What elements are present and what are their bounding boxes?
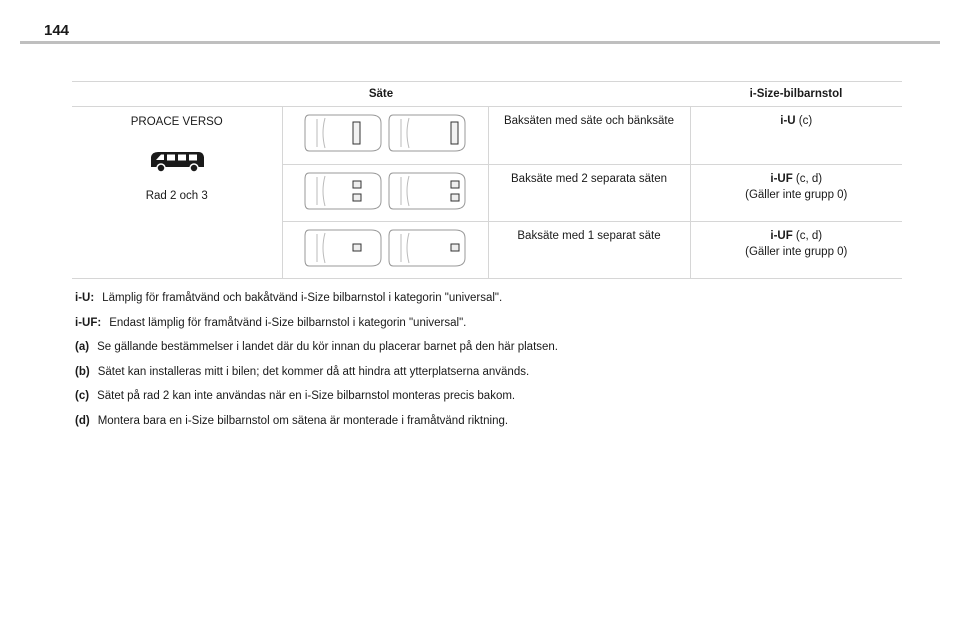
isize-cell <box>690 165 902 222</box>
footnote <box>75 341 558 366</box>
footnote <box>75 390 558 415</box>
single-seat-diagram <box>287 228 484 268</box>
seat-description: Baksäten med säte och bänksäte <box>488 107 690 165</box>
isize-note: (Gäller inte grupp 0) <box>745 189 848 201</box>
diagram-cell <box>282 222 488 279</box>
footnote-text: Sätet på rad 2 kan inte användas när en i-Size bilbarnstol monteras precis bakom. <box>97 390 516 402</box>
isize-code: i-UF <box>770 230 793 242</box>
footnote-text: Lämplig för framåtvänd och bakåtvänd i-Size bilbarnstol i kategorin "universal". <box>102 292 503 304</box>
footnote-text: Montera bara en i-Size bilbarnstol om sätena är monterade i framåtvänd riktning. <box>97 414 509 427</box>
isize-code: i-UF <box>770 173 793 185</box>
footnote-text: Endast lämplig för framåtvänd i-Size bilbarnstol i kategorin "universal". <box>109 316 467 329</box>
isize-cell <box>690 222 902 279</box>
bench-seat-diagram <box>287 113 484 153</box>
footnote-term: (d) <box>75 414 90 427</box>
footnote <box>75 317 558 342</box>
footnote <box>75 366 558 391</box>
footnotes <box>75 292 558 439</box>
footnote-term: (a) <box>75 341 90 353</box>
footnote-term: (b) <box>75 365 90 378</box>
footnote-text: Se gällande bestämmelser i landet där du kör innan du placerar barnet på den här platsen. <box>97 341 558 353</box>
van-icon <box>147 148 207 174</box>
diagram-cell <box>282 165 488 222</box>
table-row <box>72 107 902 165</box>
seat-description: Baksäte med 2 separata säten <box>488 165 690 222</box>
model-cell <box>72 107 282 279</box>
isize-code: i-U <box>780 115 796 127</box>
footnote <box>75 292 558 317</box>
footnote-term: (c) <box>75 390 90 402</box>
header-isize: i-Size-bilbarnstol <box>690 82 902 107</box>
isize-code-detail: (c, d) <box>792 230 823 242</box>
diagram-cell <box>282 107 488 165</box>
footnote-text: Sätet kan installeras mitt i bilen; det kommer då att hindra att ytterplatserna används. <box>97 365 530 378</box>
isize-note: (Gäller inte grupp 0) <box>745 246 848 258</box>
page-number: 144 <box>44 22 70 39</box>
two-seat-diagram <box>287 171 484 211</box>
isize-code-detail: (c, d) <box>792 173 823 185</box>
footnote <box>75 415 558 440</box>
child-seat-table <box>72 81 902 279</box>
seat-description: Baksäte med 1 separat säte <box>488 222 690 279</box>
model-name: PROACE VERSO <box>130 116 223 128</box>
isize-code-detail: (c) <box>795 115 813 127</box>
rows-label: Rad 2 och 3 <box>145 190 208 202</box>
footnote-term: i-UF: <box>75 316 102 329</box>
header-rule <box>20 41 940 44</box>
isize-cell <box>690 107 902 165</box>
footnote-term: i-U: <box>75 292 95 304</box>
header-seat: Säte <box>72 82 690 107</box>
